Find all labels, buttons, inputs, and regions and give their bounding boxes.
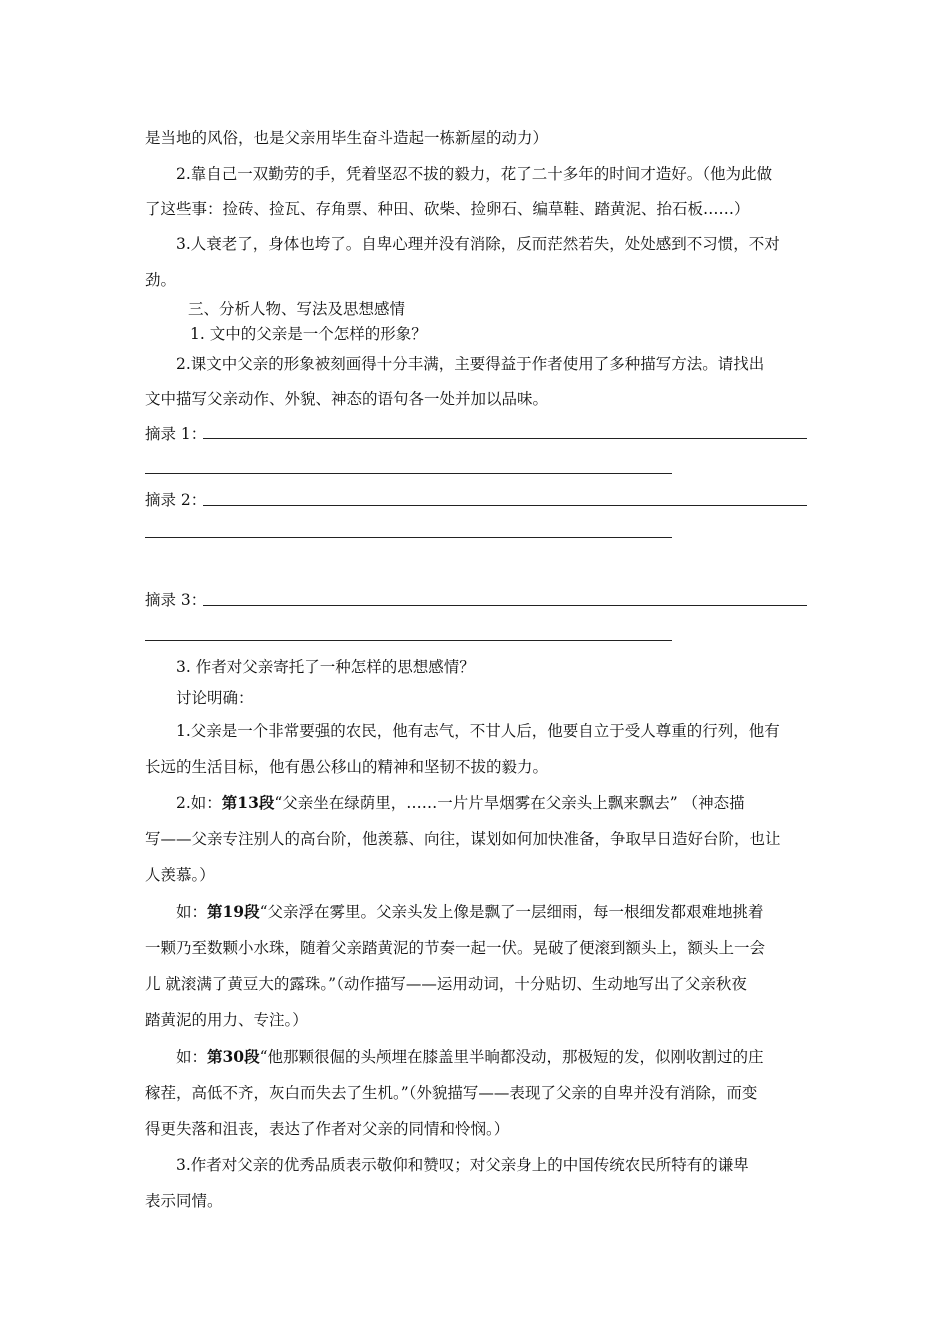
- paragraph-ref: 第13段: [221, 793, 275, 812]
- question-3: 3. 作者对父亲寄托了一种怎样的思想感情？: [176, 658, 475, 676]
- answer-line: 一颗乃至数颗小水珠，随着父亲踏黄泥的节奏一起一伏。晃破了便滚到额头上，额头上一会: [145, 939, 766, 957]
- excerpt-3-answer-line-2[interactable]: [145, 640, 672, 641]
- question-1: 1. 文中的父亲是一个怎样的形象？: [190, 325, 427, 343]
- answer-line: 3.作者对父亲的优秀品质表示敬仰和赞叹；对父亲身上的中国传统农民所特有的谦卑: [176, 1156, 749, 1174]
- excerpt-1-answer-line-2[interactable]: [145, 473, 672, 474]
- answer-quote: “他那颗很倔的头颅埋在膝盖里半晌都没动，那极短的发，似刚收割过的庄: [259, 1048, 764, 1066]
- excerpt-3-label: 摘录 3：: [145, 591, 207, 609]
- answer-line: 表示同情。: [145, 1192, 223, 1210]
- paragraph-ref: 第19段: [207, 902, 260, 921]
- answer-prefix: 如：: [176, 903, 208, 921]
- answer-line: [176, 902, 810, 922]
- answer-line: 1.父亲是一个非常要强的农民，他有志气，不甘人后，他要自立于受人尊重的行列，他有: [176, 722, 780, 740]
- answer-line: [176, 793, 810, 813]
- answer-line: 得更失落和沮丧，表达了作者对父亲的同情和怜悯。）: [145, 1120, 510, 1138]
- text-line: 了这些事：捡砖、捡瓦、存角票、种田、砍柴、捡卵石、编草鞋、踏黄泥、抬石板……）: [145, 200, 750, 218]
- text-line: 3.人衰老了，身体也垮了。自卑心理并没有消除，反而茫然若失，处处感到不习惯，不对: [176, 235, 780, 253]
- answer-line: 儿 就滚满了黄豆大的露珠。”（动作描写——运用动词，十分贴切、生动地写出了父亲秋夜: [145, 975, 747, 993]
- answer-line: 长远的生活目标，他有愚公移山的精神和坚韧不拔的毅力。: [145, 758, 549, 776]
- excerpt-3-answer-line[interactable]: [203, 605, 807, 606]
- text-line: 劲。: [145, 271, 177, 289]
- excerpt-2-answer-line-2[interactable]: [145, 537, 672, 538]
- discussion-heading: 讨论明确：: [176, 689, 254, 707]
- paragraph-ref: 第30段: [207, 1047, 260, 1066]
- answer-line: 踏黄泥的用力、专注。）: [145, 1011, 308, 1029]
- answer-line: 写——父亲专注别人的高台阶，他羡慕、向往，谋划如何加快准备，争取早日造好台阶，也让: [145, 830, 781, 848]
- text-line: 是当地的风俗，也是父亲用毕生奋斗造起一栋新屋的动力）: [145, 129, 549, 147]
- answer-prefix: 2.如：: [176, 794, 222, 812]
- answer-prefix: 如：: [176, 1048, 208, 1066]
- answer-line: 人羡慕。）: [145, 866, 215, 884]
- text-line: 2.靠自己一双勤劳的手，凭着坚忍不拔的毅力，花了二十多年的时间才造好。（他为此做: [176, 165, 773, 183]
- question-2: 2.课文中父亲的形象被刻画得十分丰满，主要得益于作者使用了多种描写方法。请找出: [176, 355, 765, 373]
- section-heading: 三、分析人物、写法及思想感情: [188, 300, 406, 318]
- text-line: 文中描写父亲动作、外貌、神态的语句各一处并加以品味。: [145, 390, 549, 408]
- answer-line: 稼茬，高低不齐，灰白而失去了生机。”（外貌描写——表现了父亲的自卑并没有消除，而变: [145, 1084, 758, 1102]
- excerpt-1-answer-line[interactable]: [203, 438, 807, 439]
- answer-line: [176, 1047, 810, 1067]
- excerpt-2-label: 摘录 2：: [145, 491, 207, 509]
- answer-quote: “父亲浮在雾里。父亲头发上像是飘了一层细雨，每一根细发都艰难地挑着: [259, 903, 764, 921]
- excerpt-1-label: 摘录 1：: [145, 425, 207, 443]
- excerpt-2-answer-line[interactable]: [203, 505, 807, 506]
- answer-quote: “父亲坐在绿荫里，……一片片旱烟雾在父亲头上飘来飘去” （神态描: [274, 794, 745, 812]
